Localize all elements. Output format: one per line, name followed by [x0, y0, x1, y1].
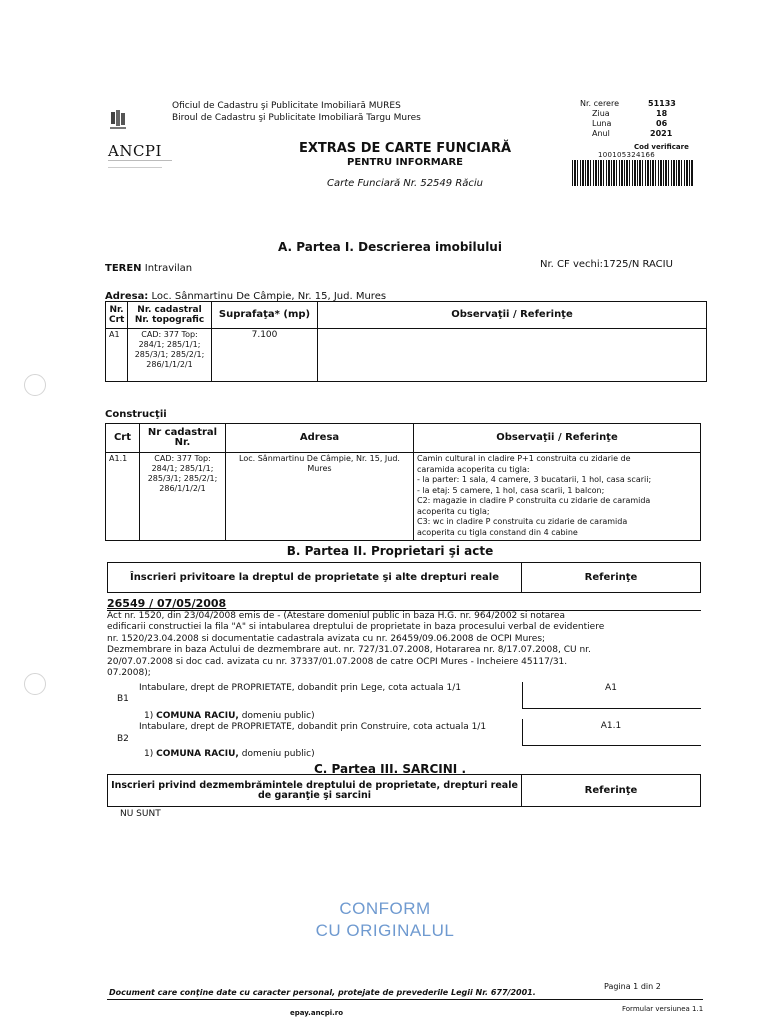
- b2-owner-num: 1): [144, 749, 154, 759]
- ancpi-emblem-icon: [110, 110, 126, 132]
- stamp-line-2: CU ORIGINALUL: [315, 921, 455, 940]
- bld-obs-line: C2: magazie in cladire P construita cu zidarie de caramida: [417, 496, 651, 505]
- office-line-2: Biroul de Cadastru şi Publicitate Imobiliară Targu Mures: [172, 113, 421, 123]
- ownership-header-table: [107, 562, 701, 593]
- act-line: 07.2008);: [107, 668, 151, 679]
- bld-col-cadastral: Nr cadastral Nr.: [140, 424, 226, 453]
- bld-cell-observatii: [414, 453, 701, 541]
- act-line: Dezmembrare in baza Actului de dezmembrare aut. nr. 727/31.07.2008, Hotararea nr. 8/17.07.2008, CU nr.: [107, 645, 591, 656]
- part3-heading: C. Partea III. SARCINI .: [314, 762, 466, 776]
- nr-cerere-label: Nr. cerere: [580, 99, 620, 108]
- land-col-cadastral: Nr. cadastral Nr. topografic: [128, 302, 212, 329]
- b1-owner: [144, 711, 315, 721]
- document-subtitle: PENTRU INFORMARE: [347, 157, 463, 168]
- document-title: EXTRAS DE CARTE FUNCIARĂ: [298, 141, 512, 156]
- b2-owner: [144, 749, 315, 759]
- bld-obs-line: Camin cultural in cladire P+1 construita cu zidarie de: [417, 454, 631, 463]
- luna-label: Luna: [592, 119, 612, 128]
- bld-cell-adresa: Loc. Sânmartinu De Câmpie, Nr. 15, Jud. Mures: [226, 453, 414, 541]
- encumbrances-header-table: [107, 774, 701, 807]
- table-row: [106, 329, 707, 382]
- binder-hole-top: [24, 374, 46, 396]
- adresa-label: Adresa:: [105, 291, 149, 302]
- adresa-value: Loc. Sânmartinu De Câmpie, Nr. 15, Jud. Mures: [151, 291, 387, 302]
- b1-text: Intabulare, drept de PROPRIETATE, dobandit prin Lege, cota actuala 1/1: [139, 683, 462, 693]
- form-version: Formular versiunea 1.1: [622, 1005, 704, 1013]
- logo-caption: [108, 160, 172, 161]
- b1-owner-note: domeniu public): [241, 711, 315, 721]
- binder-hole-bottom: [24, 673, 46, 695]
- bld-cell-crt: A1.1: [106, 453, 140, 541]
- b1-owner-name: COMUNA RACIU,: [156, 711, 239, 721]
- cf-vechi: Nr. CF vechi:1725/N RACIU: [540, 259, 673, 270]
- land-cell-suprafata: 7.100: [212, 329, 318, 382]
- teren-label: TEREN: [105, 263, 142, 274]
- land-col-observatii: Observaţii / Referinţe: [318, 302, 707, 329]
- act-line: 20/07.07.2008 si doc cad. avizata cu nr. 37337/01.07.2008 de catre OCPI Mures - Incheiere 45117/31.: [107, 656, 568, 667]
- encumbrances-col-inscrieri: Inscrieri privind dezmembrămintele dreptului de proprietate, drepturi reale de garanţie şi sarcini: [108, 775, 522, 807]
- bld-obs-line: - la etaj: 5 camere, 1 hol, casa scarii, 1 balcon;: [417, 485, 605, 495]
- land-col-nr: Nr. Crt: [106, 302, 128, 329]
- ziua-value: 18: [656, 109, 668, 118]
- b2-ref: A1.1: [600, 721, 622, 731]
- bld-col-observatii: Observaţii / Referinţe: [414, 424, 701, 453]
- constructii-label: Construcţii: [105, 409, 167, 420]
- request-meta: [580, 99, 690, 139]
- site-url: epay.ancpi.ro: [290, 1009, 344, 1017]
- bld-obs-line: C3: wc in cladire P construita cu zidarie de caramida: [417, 517, 628, 526]
- act-line: nr. 1520/23.04.2008 si documentatie cadastrala avizata cu nr. 26459/09.06.2008 de OCPI Mures;: [107, 633, 546, 644]
- bld-col-adresa: Adresa: [226, 424, 414, 453]
- anul-label: Anul: [592, 129, 610, 138]
- bld-col-crt: Crt: [106, 424, 140, 453]
- part1-heading: A. Partea I. Descrierea imobilului: [278, 240, 502, 254]
- b2-text: Intabulare, drept de PROPRIETATE, dobandit prin Construire, cota actuala 1/1: [139, 722, 487, 732]
- logo-caption-2: [108, 167, 162, 168]
- b2-label: B2: [117, 734, 129, 744]
- buildings-table: [105, 423, 701, 541]
- land-cell-crt: A1: [106, 329, 128, 382]
- anul-value: 2021: [650, 129, 673, 138]
- conform-stamp: [300, 898, 470, 942]
- bld-obs-line: caramida acoperita cu tigla:: [417, 464, 530, 474]
- ancpi-logo: ANCPI: [108, 142, 162, 160]
- stamp-line-1: CONFORM: [339, 899, 431, 918]
- luna-value: 06: [656, 119, 668, 128]
- footer-rule: [107, 999, 703, 1000]
- b1-owner-num: 1): [144, 711, 154, 721]
- act-text: [107, 611, 701, 679]
- page-number: Pagina 1 din 2: [604, 982, 661, 991]
- teren-line: [105, 263, 192, 274]
- entry-id: 26549 / 07/05/2008: [107, 597, 227, 610]
- b1-label: B1: [117, 694, 129, 704]
- ownership-col-inscrieri: Înscrieri privitoare la dreptul de proprietate şi alte drepturi reale: [108, 563, 522, 593]
- bld-obs-line: acoperita cu tigla;: [417, 506, 490, 516]
- office-line-1: Oficiul de Cadastru şi Publicitate Imobiliară MURES: [172, 101, 401, 111]
- no-encumbrances: NU SUNT: [120, 809, 161, 819]
- table-row: [106, 453, 701, 541]
- bld-cell-cadastral: CAD: 377 Top: 284/1; 285/1/1; 285/3/1; 285/2/1; 286/1/1/2/1: [140, 453, 226, 541]
- b1-ref: A1: [605, 683, 617, 693]
- land-cell-cadastral: CAD: 377 Top: 284/1; 285/1/1; 285/3/1; 285/2/1; 286/1/1/2/1: [128, 329, 212, 382]
- b2-owner-note: domeniu public): [241, 749, 315, 759]
- land-cell-observatii: [318, 329, 707, 382]
- carte-funciara-number: Carte Funciară Nr. 52549 Răciu: [326, 178, 484, 189]
- b2-owner-name: COMUNA RACIU,: [156, 749, 239, 759]
- personal-data-note: Document care conţine date cu caracter personal, protejate de prevederile Legii Nr. 677/2001.: [109, 988, 536, 997]
- barcode: [572, 160, 694, 186]
- nr-cerere-value: 51133: [648, 99, 676, 108]
- act-line: Act nr. 1520, din 23/04/2008 emis de - (Atestare domeniul public in baza H.G. nr. 964/2002 si notarea: [107, 611, 565, 621]
- ziua-label: Ziua: [592, 109, 610, 118]
- ownership-col-referinte: Referinţe: [522, 563, 701, 593]
- land-table: [105, 301, 707, 382]
- verification-code-label: Cod verificare: [634, 143, 689, 151]
- verification-code: 100105324166: [598, 151, 656, 159]
- part2-heading: B. Partea II. Proprietari şi acte: [286, 544, 494, 558]
- land-col-suprafata: Suprafaţa* (mp): [212, 302, 318, 329]
- bld-obs-line: acoperita cu tigla constand din 4 cabine: [417, 527, 578, 537]
- act-line: edificarii constructiei la fila "A" si intabularea dreptului de proprietate in baza procesului verbal de evidentiere: [107, 622, 605, 633]
- encumbrances-col-referinte: Referinţe: [522, 775, 701, 807]
- teren-value: Intravilan: [144, 263, 193, 274]
- bld-obs-line: - la parter: 1 sala, 4 camere, 3 bucatarii, 1 hol, casa scarii;: [417, 475, 652, 484]
